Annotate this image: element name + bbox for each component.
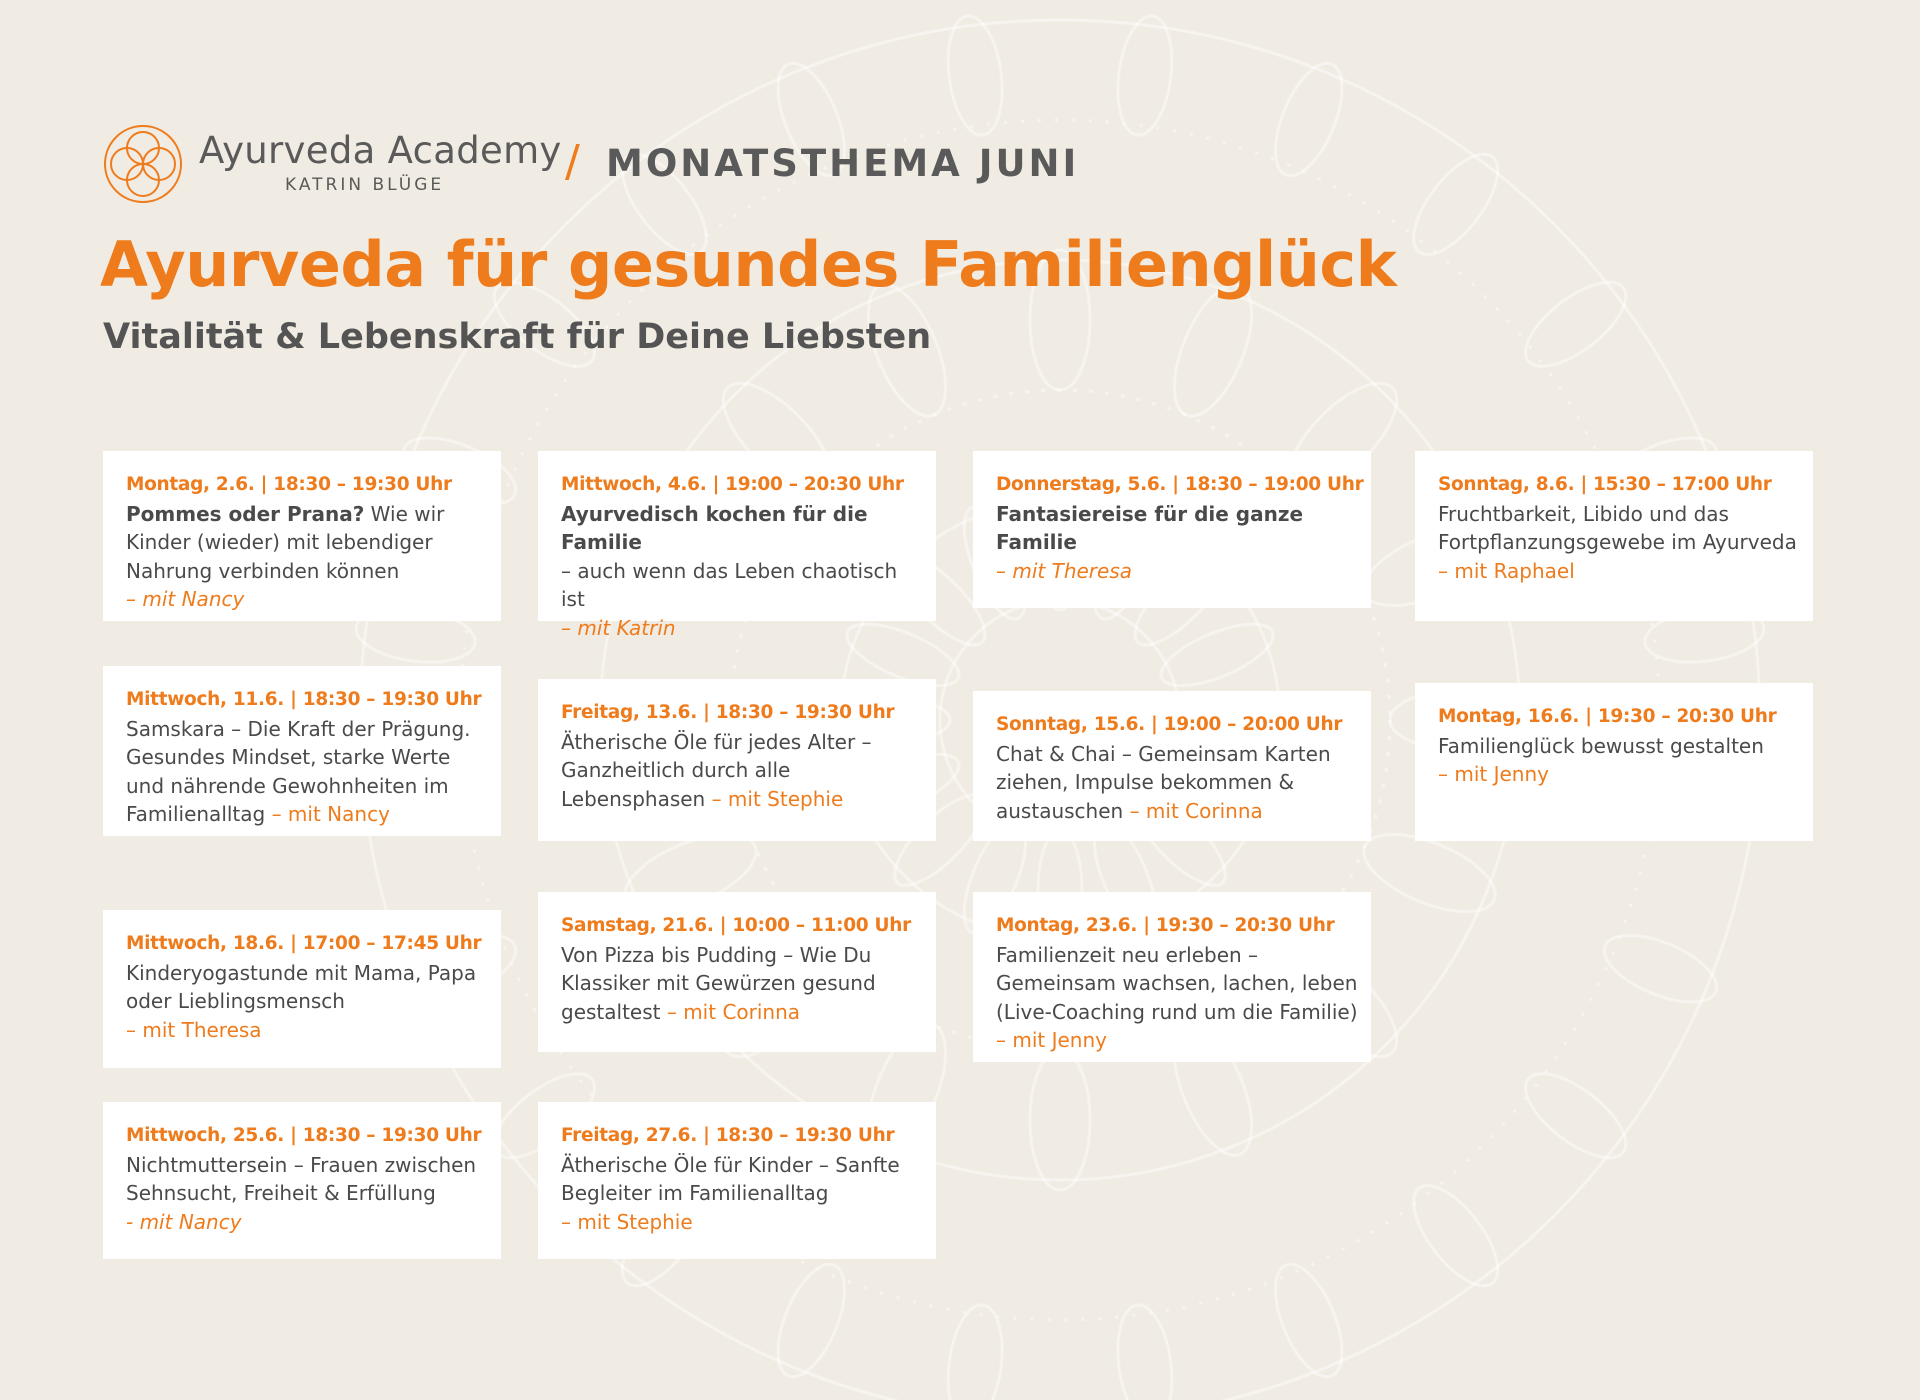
header-separator: / [565, 136, 580, 187]
event-card [103, 666, 501, 836]
event-description: – auch wenn das Leben chaotisch ist [561, 558, 898, 611]
mandala-petal [1153, 612, 1281, 699]
mandala-petal [1262, 1255, 1356, 1386]
event-date: Montag, 16.6. | 19:30 – 20:30 Uhr [1438, 706, 1777, 727]
page-title: Ayurveda für gesundes Familienglück [100, 228, 1397, 301]
event-description: Fruchtbarkeit, Libido und das Fortpflanzungsgewebe im Ayurveda [1438, 501, 1797, 554]
event-date: Montag, 2.6. | 18:30 – 19:30 Uhr [126, 474, 452, 495]
event-card [538, 892, 936, 1052]
event-card [538, 451, 936, 640]
event-card [103, 451, 501, 621]
event-card [1415, 683, 1813, 841]
event-description: Nichtmuttersein – Frauen zwischen Sehnsucht, Freiheit & Erfüllung [126, 1152, 477, 1205]
event-date: Mittwoch, 18.6. | 17:00 – 17:45 Uhr [126, 933, 482, 954]
mandala-petal [1399, 1172, 1513, 1299]
event-title: Pommes oder Prana? [126, 501, 365, 526]
mandala-petal [1111, 13, 1178, 139]
event-date: Mittwoch, 25.6. | 18:30 – 19:30 Uhr [126, 1125, 482, 1146]
event-description: Wie wir Kinder (wieder) mit lebendiger Nahrung verbinden können [126, 501, 445, 583]
event-description: Von Pizza bis Pudding – Wie Du Klassiker mit Gewürzen gesund gestaltest [561, 942, 876, 1024]
event-date: Samstag, 21.6. | 10:00 – 11:00 Uhr [561, 915, 911, 936]
event-description: Ätherische Öle für Kinder – Sanfte Begleiter im Familienalltag [561, 1152, 900, 1205]
event-teacher: – mit Nancy [271, 802, 390, 826]
event-date: Freitag, 27.6. | 18:30 – 19:30 Uhr [561, 1125, 895, 1146]
event-card [103, 910, 501, 1068]
event-description: Ätherische Öle für jedes Alter – Ganzheitlich durch alle Lebensphasen [561, 729, 872, 811]
event-date: Sonntag, 15.6. | 19:00 – 20:00 Uhr [996, 714, 1343, 735]
event-teacher: – mit Nancy [126, 587, 245, 611]
event-card [103, 1102, 501, 1259]
event-card [538, 1102, 936, 1259]
event-description: Kinderyogastunde mit Mama, Papa oder Lieblingsmensch [126, 960, 477, 1013]
event-teacher: – mit Corinna [666, 999, 801, 1024]
event-teacher: – mit Jenny [1438, 762, 1549, 786]
event-card [973, 451, 1371, 608]
mandala-petal [1030, 1050, 1090, 1190]
flower-of-life-icon [103, 124, 183, 204]
event-teacher: – mit Jenny [996, 1028, 1107, 1052]
event-teacher: – mit Stephie [711, 786, 844, 811]
event-title: Fantasiereise für die ganze Familie [996, 501, 1304, 554]
event-card [973, 691, 1371, 841]
event-teacher: - mit Nancy [126, 1209, 242, 1234]
header [103, 124, 1303, 204]
mandala-petal [1512, 267, 1639, 381]
event-teacher: – mit Raphael [1438, 558, 1575, 583]
event-card [538, 679, 936, 841]
event-date: Mittwoch, 11.6. | 18:30 – 19:30 Uhr [126, 689, 482, 710]
event-date: Mittwoch, 4.6. | 19:00 – 20:30 Uhr [561, 474, 904, 495]
event-teacher: – mit Katrin [561, 615, 676, 640]
event-teacher: – mit Stephie [561, 1209, 693, 1234]
event-teacher: – mit Corinna [1129, 798, 1263, 823]
event-teacher: – mit Theresa [996, 558, 1132, 583]
mandala-petal [942, 13, 1009, 139]
mandala-petal [1399, 141, 1513, 268]
event-description: Chat & Chai – Gemeinsam Karten ziehen, Impulse bekommen & austauschen [996, 741, 1331, 823]
mandala-petal [764, 1255, 858, 1386]
mandala-petal [1512, 1059, 1639, 1173]
event-description: Samskara – Die Kraft der Prägung. Gesundes Mindset, starke Werte und nährende Gewohnheiten im Familienalltag [126, 716, 471, 826]
month-theme: MONATSTHEMA JUNI [606, 142, 1080, 185]
mandala-petal [1111, 1302, 1178, 1400]
event-card [1415, 451, 1813, 621]
event-description: Familienzeit neu erleben – Gemeinsam wachsen, lachen, leben (Live-Coaching rund um die Familie) [996, 942, 1358, 1024]
brand-name: Ayurveda Academy [199, 129, 562, 172]
page-subtitle: Vitalität & Lebenskraft für Deine Liebsten [103, 317, 932, 357]
event-teacher: – mit Theresa [126, 1017, 262, 1042]
brand-subtitle: KATRIN BLÜGE [285, 175, 445, 195]
event-card [973, 892, 1371, 1062]
mandala-petal [1595, 922, 1726, 1016]
event-date: Montag, 23.6. | 19:30 – 20:30 Uhr [996, 915, 1335, 936]
event-description: Familienglück bewusst gestalten [1438, 733, 1764, 758]
event-title: Ayurvedisch kochen für die Familie [561, 501, 868, 554]
event-date: Donnerstag, 5.6. | 18:30 – 19:00 Uhr [996, 474, 1364, 495]
event-date: Freitag, 13.6. | 18:30 – 19:30 Uhr [561, 702, 895, 723]
event-date: Sonntag, 8.6. | 15:30 – 17:00 Uhr [1438, 474, 1772, 495]
